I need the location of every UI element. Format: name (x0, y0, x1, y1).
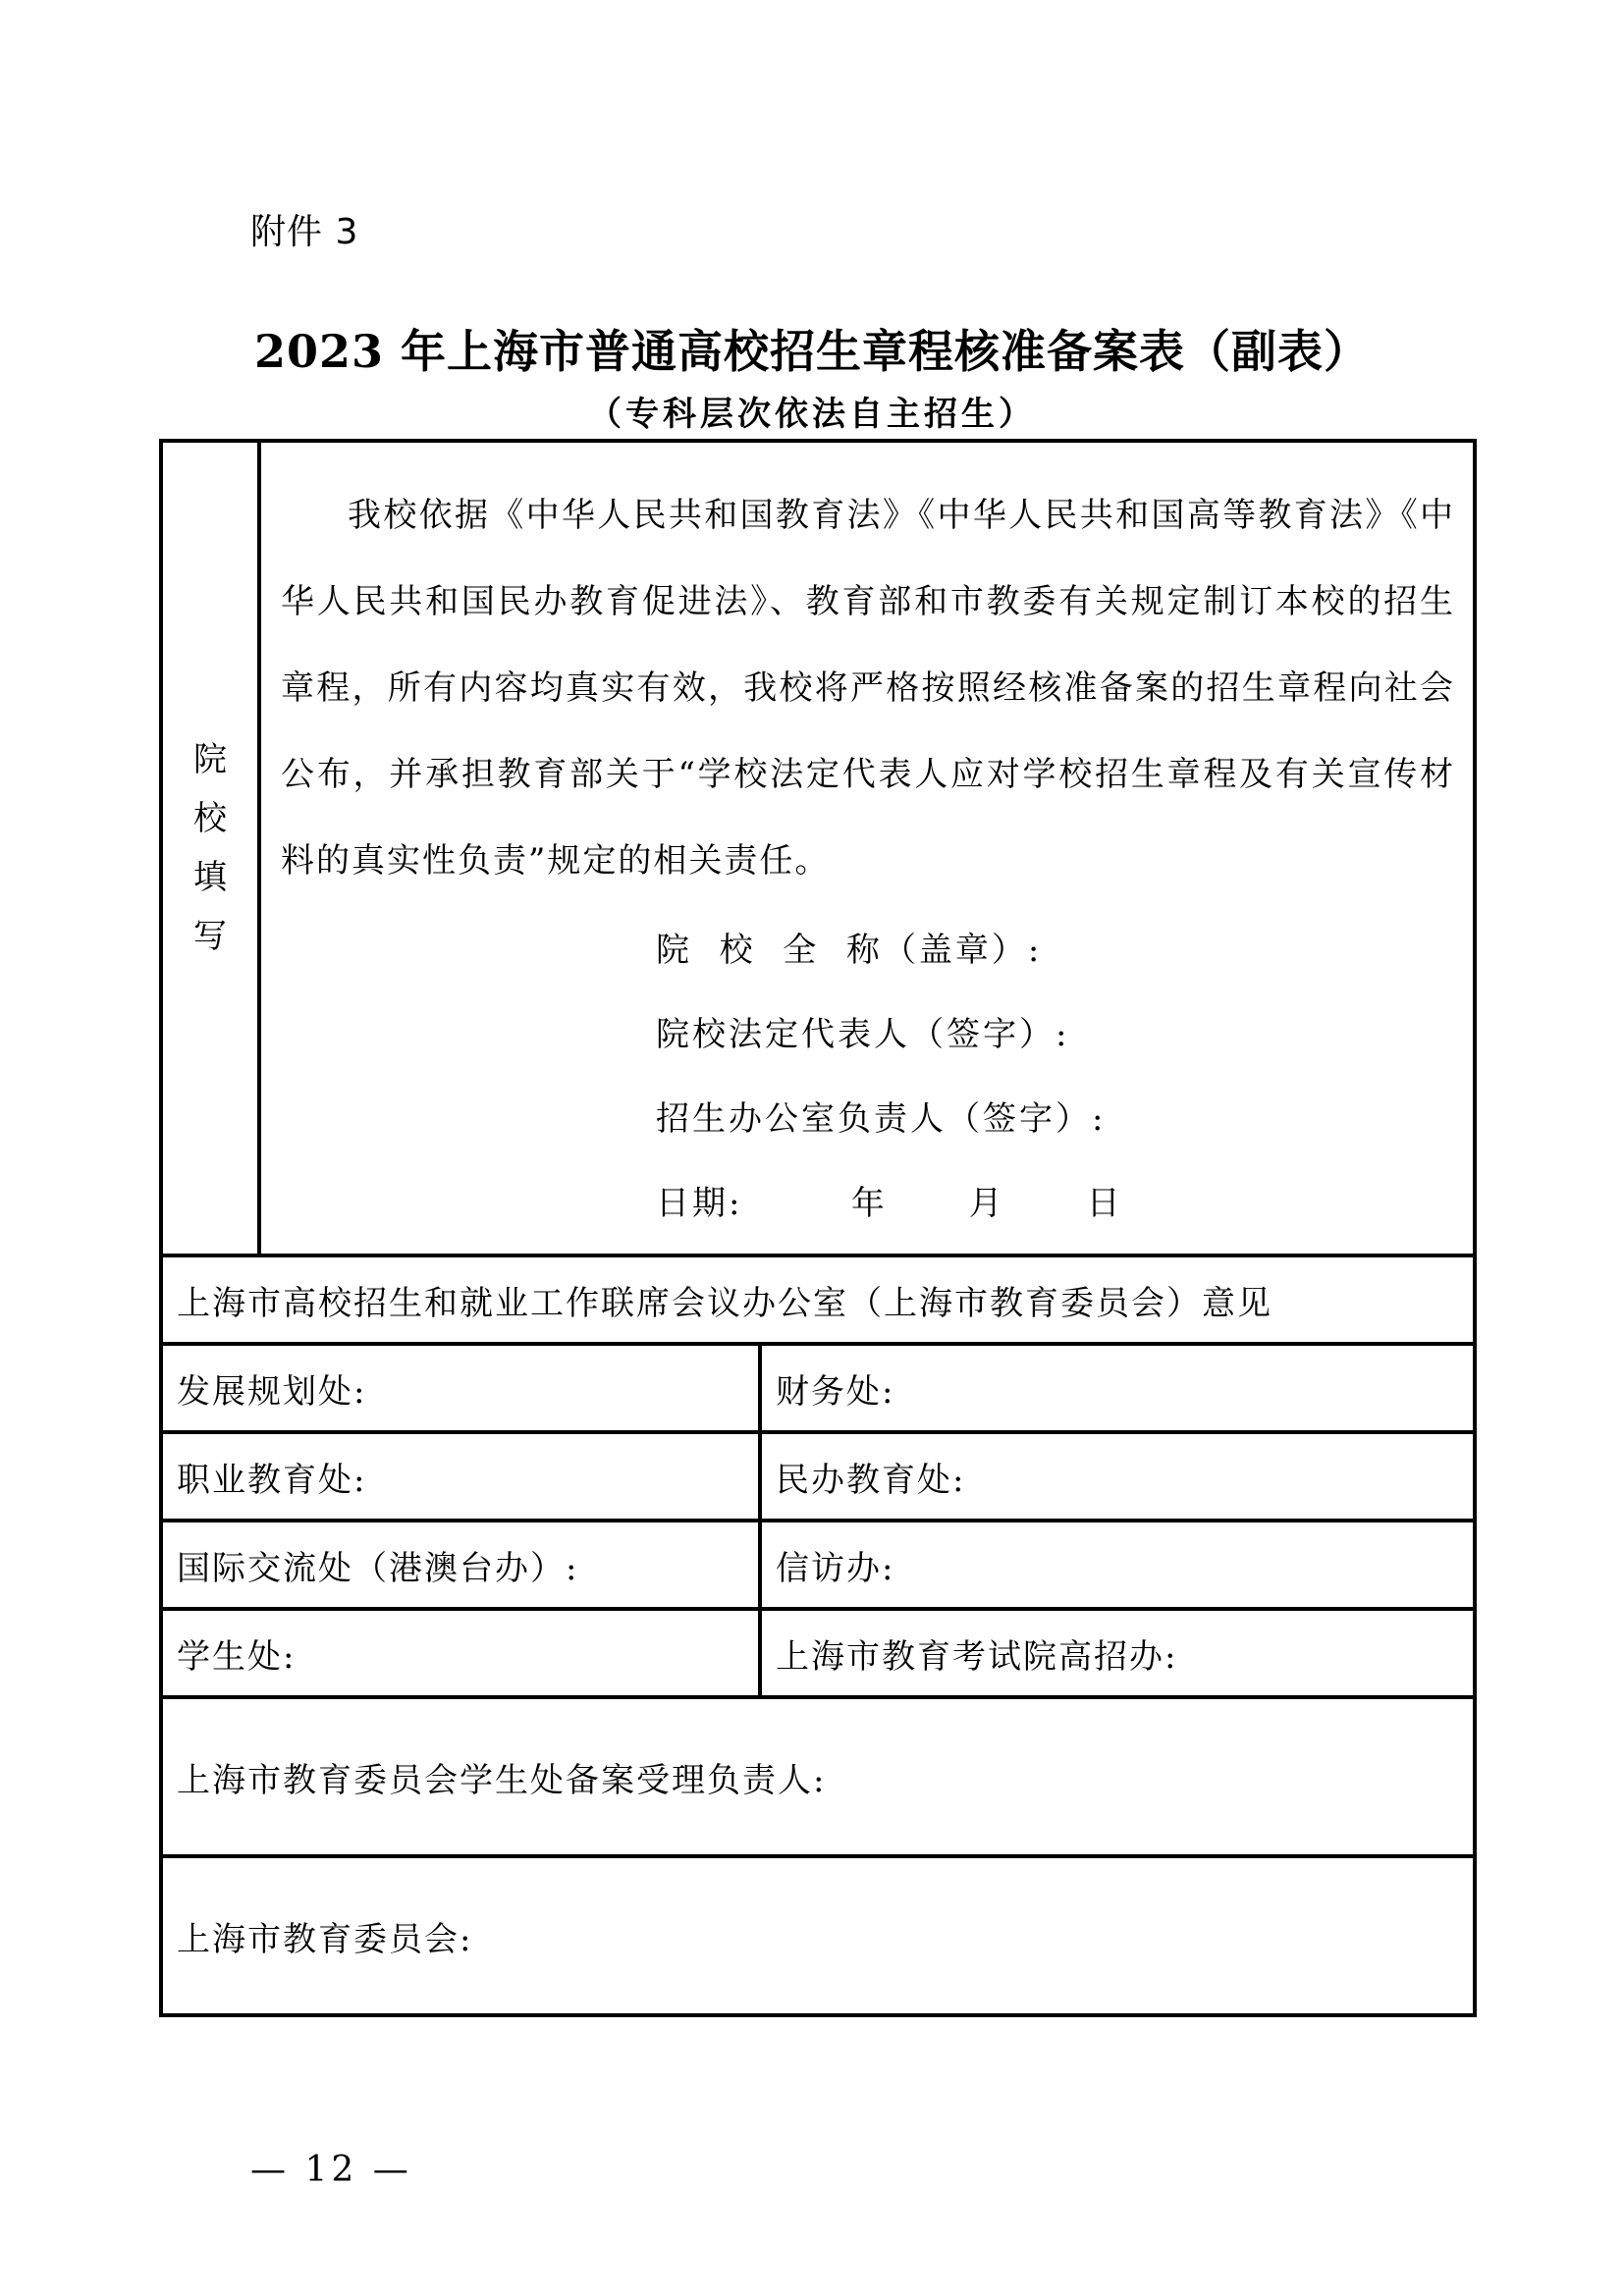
dept-exam-authority-field[interactable]: 上海市教育考试院高招办: (760, 1609, 1475, 1697)
opinion-header-row (161, 1255, 1475, 1344)
dept-international-field[interactable]: 国际交流处（港澳台办）: (161, 1521, 760, 1609)
declaration-text: 我校依据《中华人民共和国教育法》《中华人民共和国高等教育法》《中华人民共和国民办教育促进法》、教育部和市教委有关规定制订本校的招生章程，所有内容均真实有效，我校将严格按照经核准备案的招生章程向社会公布，并承担教育部关于“学校法定代表人应对学校招生章程及有关宣传材料的真实性负责”规定的相关责任。 (281, 496, 1456, 881)
department-row (161, 1609, 1475, 1697)
filing-form-table (159, 439, 1477, 2017)
admissions-head-signature-field[interactable]: 招生办公室负责人（签字）: (656, 1099, 1107, 1139)
side-label-char: 写 (193, 917, 227, 956)
signoff-block (261, 908, 1473, 1246)
school-name-seal-field[interactable]: 院 校 全 称（盖章）: (656, 931, 1043, 970)
department-row (161, 1432, 1475, 1521)
date-field[interactable]: 日期: 年 月 日 (656, 1184, 1123, 1223)
school-declaration-cell (259, 441, 1475, 1255)
school-fill-side-label (161, 441, 259, 1255)
page-title: 2023 年上海市普通高校招生章程核准备案表（副表） (253, 325, 1371, 378)
side-label-char: 校 (193, 799, 227, 838)
commission-field[interactable]: 上海市教育委员会: (161, 1856, 1475, 2015)
side-label-char: 院 (193, 740, 227, 779)
commission-row (161, 1856, 1475, 2015)
department-row (161, 1344, 1475, 1432)
dept-private-education-field[interactable]: 民办教育处: (760, 1432, 1475, 1521)
side-label-char: 填 (193, 858, 227, 897)
dept-vocational-field[interactable]: 职业教育处: (161, 1432, 760, 1521)
department-row (161, 1521, 1475, 1609)
opinion-header: 上海市高校招生和就业工作联席会议办公室（上海市教育委员会）意见 (161, 1255, 1475, 1344)
dept-student-affairs-field[interactable]: 学生处: (161, 1609, 760, 1697)
legal-representative-signature-field[interactable]: 院校法定代表人（签字）: (656, 1015, 1070, 1054)
dept-planning-field[interactable]: 发展规划处: (161, 1344, 760, 1432)
filing-officer-field[interactable]: 上海市教育委员会学生处备案受理负责人: (161, 1697, 1475, 1856)
dept-petition-field[interactable]: 信访办: (760, 1521, 1475, 1609)
dept-finance-field[interactable]: 财务处: (760, 1344, 1475, 1432)
page-number: — 12 — (250, 2150, 412, 2190)
attachment-label: 附件 3 (250, 212, 359, 252)
page-subtitle: （专科层次依法自主招生） (588, 395, 1036, 434)
filing-officer-row (161, 1697, 1475, 1856)
school-section-row (161, 441, 1475, 1255)
